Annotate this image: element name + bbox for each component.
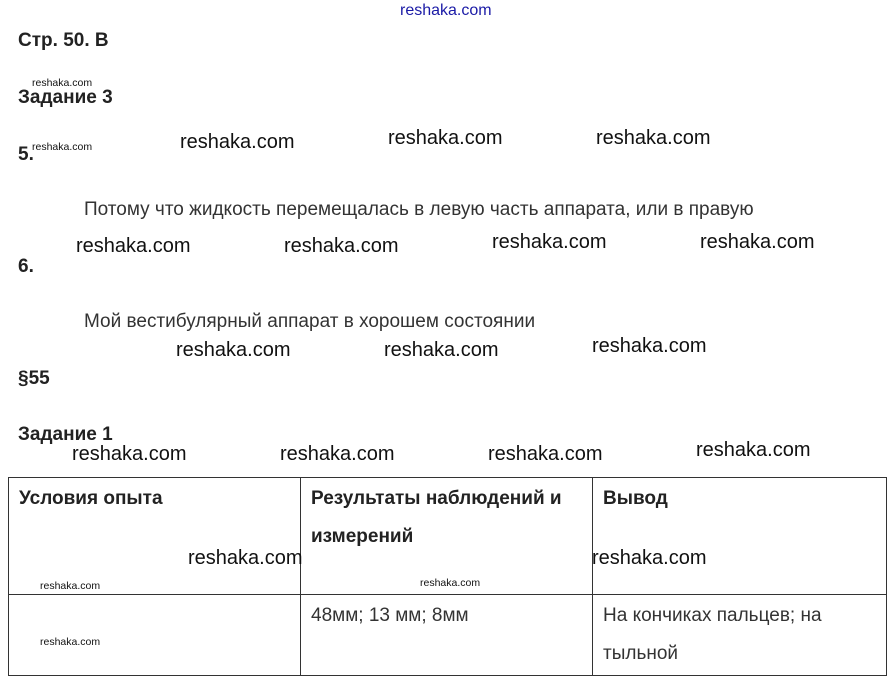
- task1-title: Задание 1: [18, 424, 113, 445]
- question-6-answer: Мой вестибулярный аппарат в хорошем состоянии: [84, 311, 536, 332]
- watermark: reshaka.com: [492, 231, 607, 253]
- watermark: reshaka.com: [592, 335, 707, 357]
- watermark: reshaka.com: [592, 547, 707, 569]
- watermark: reshaka.com: [32, 77, 93, 89]
- watermark: reshaka.com: [384, 339, 499, 361]
- section-number: §55: [18, 368, 50, 389]
- watermark: reshaka.com: [40, 636, 101, 648]
- table-cell: На кончиках пальцев; на тыльной: [593, 595, 887, 676]
- watermark: reshaka.com: [40, 580, 101, 592]
- watermark: reshaka.com: [176, 339, 291, 361]
- watermark: reshaka.com: [188, 547, 303, 569]
- page-header: Стр. 50. В: [18, 30, 109, 51]
- question-6-number: 6.: [18, 256, 34, 277]
- watermark: reshaka.com: [700, 231, 815, 253]
- table-cell: 48мм; 13 мм; 8мм: [301, 595, 593, 676]
- site-link[interactable]: reshaka.com: [400, 2, 492, 19]
- question-5-answer: Потому что жидкость перемещалась в левую часть аппарата, или в правую: [84, 199, 754, 220]
- watermark: reshaka.com: [420, 577, 481, 589]
- table-header-row: [9, 478, 887, 595]
- table-row: [9, 595, 887, 676]
- watermark: reshaka.com: [388, 127, 503, 149]
- watermark: reshaka.com: [284, 235, 399, 257]
- task3-title: Задание 3: [18, 87, 113, 108]
- table-header-cell: Результаты наблюдений и измерений: [301, 478, 593, 595]
- watermark: reshaka.com: [180, 131, 295, 153]
- watermark: reshaka.com: [32, 141, 93, 153]
- table-header-cell: Условия опыта: [9, 478, 301, 595]
- question-5-number: 5.: [18, 144, 34, 165]
- watermark: reshaka.com: [76, 235, 191, 257]
- watermark: reshaka.com: [488, 443, 603, 465]
- table-cell: [9, 595, 301, 676]
- experiment-table: [8, 477, 887, 676]
- watermark: reshaka.com: [696, 439, 811, 461]
- table-header-cell: Вывод: [593, 478, 887, 595]
- watermark: reshaka.com: [596, 127, 711, 149]
- watermark: reshaka.com: [72, 443, 187, 465]
- watermark: reshaka.com: [280, 443, 395, 465]
